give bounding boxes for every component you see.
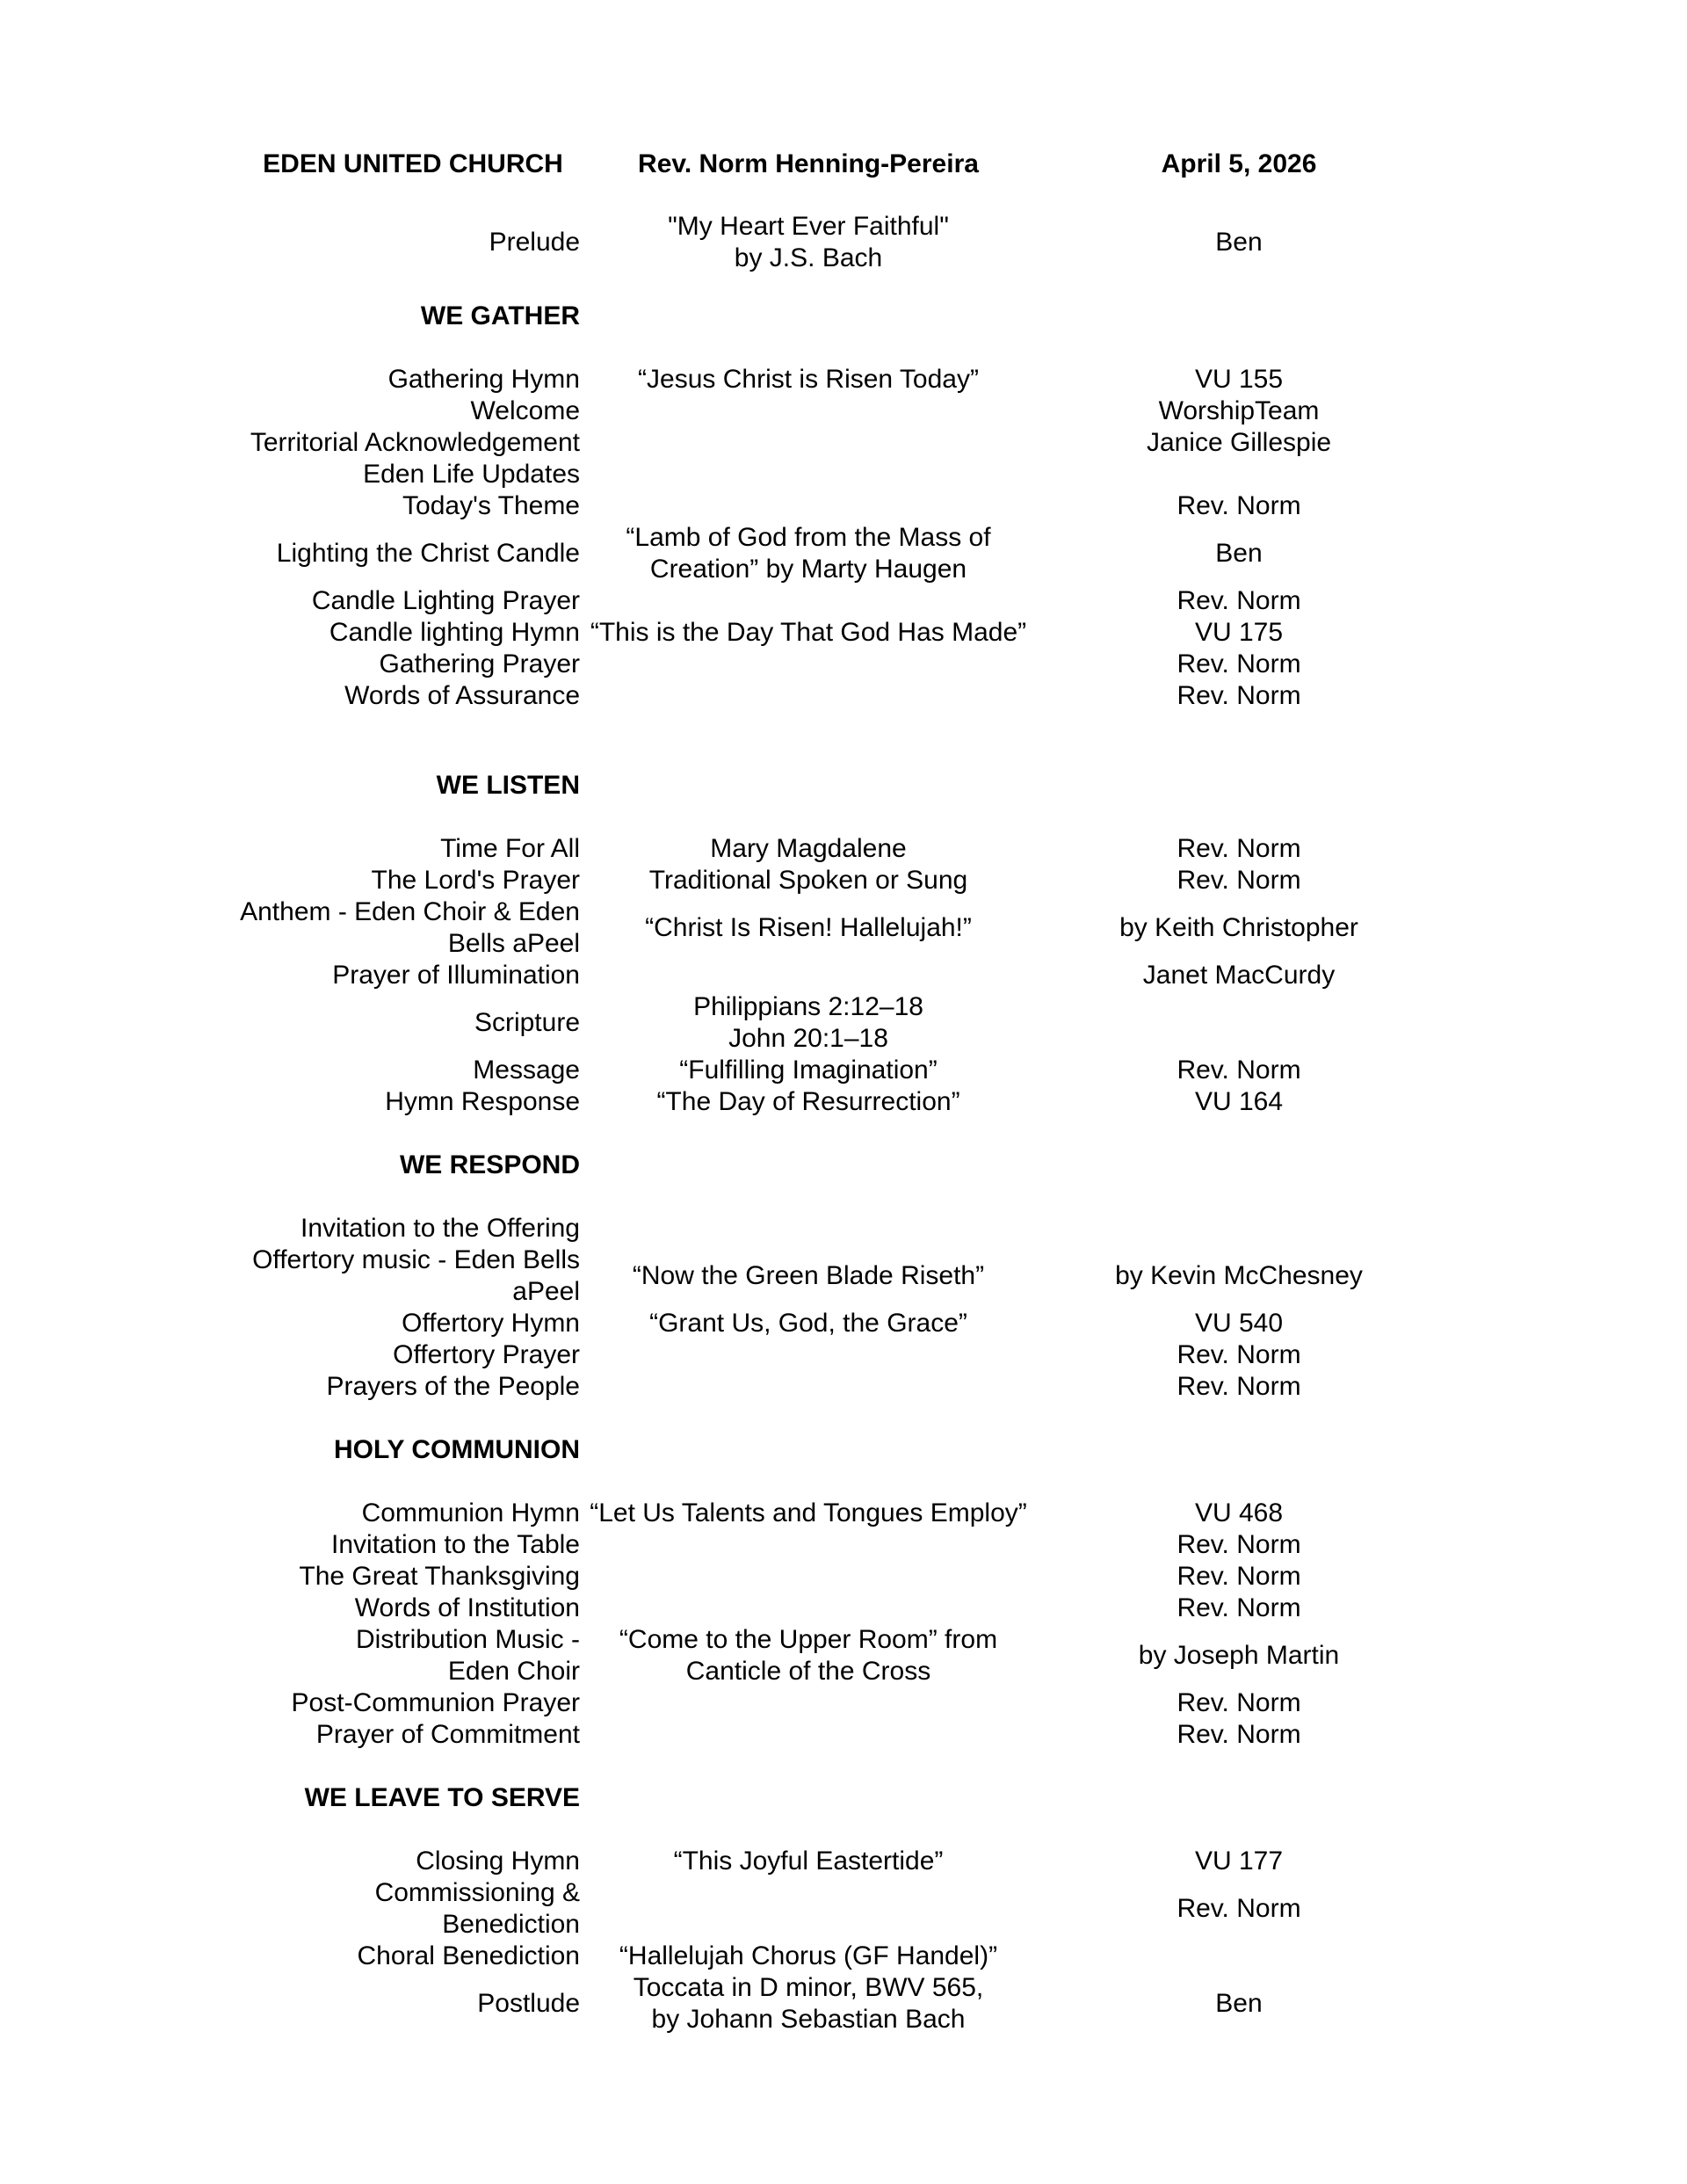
item-detail: “Let Us Talents and Tongues Employ” [590,1498,1027,1527]
item-leader: VU 540 [1194,1309,1284,1338]
item-leader: Ben [1215,539,1263,568]
item-leader: Rev. Norm [1177,586,1301,615]
item-label: Words of Institution [354,1593,580,1622]
item-label: Welcome [470,396,580,425]
item-label: Today's Theme [402,491,580,520]
item-leader: Janet MacCurdy [1142,961,1336,990]
item-label: Territorial Acknowledgement [250,428,580,457]
item-leader: Rev. Norm [1177,1562,1301,1591]
item-leader: VU 468 [1194,1498,1284,1527]
item-label: Offertory Hymn [402,1309,580,1338]
item-label: Prayer of Commitment [315,1720,580,1749]
item-detail: “This is the Day That God Has Made” [590,618,1027,647]
item-detail: “Now the Green Blade Riseth” [632,1261,985,1290]
item-leader: Rev. Norm [1177,866,1301,895]
item-leader: Rev. Norm [1177,491,1301,520]
item-label: Choral Benediction [357,1941,580,1970]
item-detail: “Grant Us, God, the Grace” [649,1309,967,1338]
item-label: Offertory Prayer [393,1340,580,1369]
item-label: Gathering Hymn [387,365,580,394]
item-leader: Ben [1215,1989,1263,2018]
item-label: Communion Hymn [361,1498,580,1527]
item-label: Prayers of the People [326,1372,580,1401]
service-date: April 5, 2026 [1161,149,1317,178]
item-leader: Rev. Norm [1177,1593,1301,1622]
item-leader: VU 164 [1194,1087,1284,1116]
item-leader: Rev. Norm [1177,834,1301,863]
section-title: HOLY COMMUNION [333,1435,580,1464]
item-leader: by Keith Christopher [1119,913,1358,942]
item-detail: “This Joyful Eastertide” [673,1847,944,1876]
item-leader: VU 177 [1194,1847,1284,1876]
item-label: Post-Communion Prayer [291,1688,580,1717]
item-leader: Janice Gillespie [1146,428,1332,457]
item-detail: “Fulfilling Imagination” [679,1056,938,1085]
item-detail: Toccata in D minor, BWV 565, by Johann Sebastian Bach [633,1973,984,2034]
item-label: Offertory music - Eden Bells aPeel [252,1245,580,1306]
item-label: Postlude [477,1989,580,2018]
item-label: Invitation to the Offering [300,1214,580,1243]
section-title: WE LEAVE TO SERVE [304,1783,580,1812]
item-detail: “Lamb of God from the Mass of Creation” by Marty Haugen [626,523,991,584]
item-leader: Rev. Norm [1177,1688,1301,1717]
item-label: Lighting the Christ Candle [276,539,580,568]
item-detail: “Come to the Upper Room” from Canticle of the Cross [619,1625,998,1686]
item-leader: Rev. Norm [1177,1340,1301,1369]
item-detail: “Hallelujah Chorus (GF Handel)” [619,1941,998,1970]
item-detail: Mary Magdalene [710,834,907,863]
item-detail: “Christ Is Risen! Hallelujah!” [645,913,972,942]
item-leader: Rev. Norm [1177,681,1301,710]
item-label: Scripture [474,1008,580,1037]
item-leader: Rev. Norm [1177,1372,1301,1401]
item-label: Prelude [489,228,580,257]
item-label: Closing Hymn [416,1847,580,1876]
item-detail: Philippians 2:12–18 John 20:1–18 [693,992,923,1053]
item-label: Anthem - Eden Choir & Eden Bells aPeel [240,897,580,958]
item-label: Time For All [440,834,580,863]
item-label: Candle Lighting Prayer [311,586,580,615]
item-label: Eden Life Updates [363,460,580,489]
item-detail: “The Day of Resurrection” [656,1087,960,1116]
item-leader: WorshipTeam [1158,396,1320,425]
item-leader: VU 155 [1194,365,1284,394]
item-label: Prayer of Illumination [332,961,580,990]
section-title: WE LISTEN [436,771,580,800]
item-leader: Rev. Norm [1177,649,1301,678]
item-leader: Rev. Norm [1177,1894,1301,1923]
item-leader: by Kevin McChesney [1115,1261,1363,1290]
church-name: EDEN UNITED CHURCH [263,149,563,178]
section-title: WE RESPOND [399,1150,580,1179]
item-leader: Rev. Norm [1177,1720,1301,1749]
item-leader: Rev. Norm [1177,1530,1301,1559]
item-label: Gathering Prayer [379,649,580,678]
item-label: Distribution Music - Eden Choir [355,1625,580,1686]
item-label: Words of Assurance [344,681,580,710]
item-label: The Great Thanksgiving [299,1562,580,1591]
item-leader: Rev. Norm [1177,1056,1301,1085]
item-detail: Traditional Spoken or Sung [648,866,968,895]
item-detail: "My Heart Ever Faithful" by J.S. Bach [668,212,949,272]
item-detail: “Jesus Christ is Risen Today” [638,365,979,394]
item-label: Candle lighting Hymn [329,618,580,647]
item-leader: by Joseph Martin [1138,1641,1340,1670]
item-label: The Lord's Prayer [371,866,580,895]
section-title: WE GATHER [420,301,580,330]
item-label: Commissioning & Benediction [374,1878,580,1939]
item-label: Hymn Response [385,1087,580,1116]
item-label: Message [473,1056,580,1085]
item-leader: VU 175 [1194,618,1284,647]
item-label: Invitation to the Table [331,1530,580,1559]
minister-name: Rev. Norm Henning-Pereira [638,149,979,178]
item-leader: Ben [1215,228,1263,257]
